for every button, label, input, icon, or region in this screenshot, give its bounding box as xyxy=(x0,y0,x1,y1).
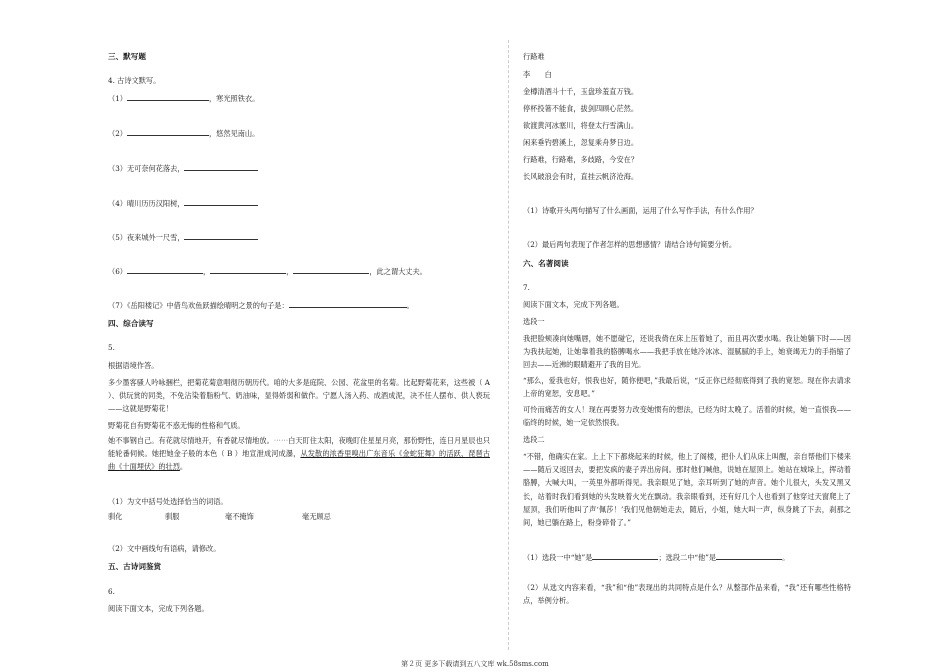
poem-line: 长风破浪会有时，直挂云帆济沧海。 xyxy=(523,172,639,181)
q4-item-2-text: ，悠然见南山。 xyxy=(208,129,260,138)
q7-subquestion-2: （2）从选文内容来看，“我”和“他”表现出的共同特点是什么？从整部作品来看，“我”还有哪些性格特点，举例分析。 xyxy=(523,583,851,606)
q5-passage-3-text: 她不事钢自己。有花就尽情地开，有香就尽情地放。⋯⋯白天盯住太阳，夜晚盯住星星月亮，那份野性，连日月星辰也只能轮番伺候。她把她金子般的本色（ B ）地宣泄成河成瀑， xyxy=(108,436,490,459)
poem-line: 闲来垂钓碧溪上，忽复乘舟梦日边。 xyxy=(523,138,639,147)
q7-sub1-text-a: （1）选段一中“她”是 xyxy=(523,553,593,562)
q7-subquestion-1 xyxy=(523,552,789,562)
q5-passage-3 xyxy=(108,434,490,474)
question-6-num: 6. xyxy=(108,587,115,596)
q4-item-3-text: （3）无可奈何花落去， xyxy=(108,164,185,173)
section-5-title: 五、古诗词鉴赏 xyxy=(108,562,162,571)
option-4: 毫无顾忌 xyxy=(302,512,331,521)
q4-item-7-text: （7）《岳阳楼记》中借鸟欢鱼跃描绘晴明之景的句子是： xyxy=(108,301,289,310)
q4-item-5 xyxy=(108,232,258,242)
q5-options xyxy=(108,512,331,521)
answer-blank[interactable] xyxy=(210,266,286,274)
excerpt-2-para-1: “不错，他确实在家。上上下下都烧起来的时候，他上了阁楼，把仆人们从床上叫醒，亲自帮他们下楼来——随后又返回去，要把发疯的妻子弄出房间。那时他们喊他，说她在屋顶上。她站在城垛上，挥动着胳膊，大喊大叫，一英里外都听得见。我亲眼见了她，亲耳听到了她的声音。她个儿很大，头发又黑又长，站着时我们看到她的头发映着火光在飘动。我亲眼看到，还有好几个人也看到了他穿过天窗爬上了屋顶，我们听他叫了声‘佩莎！’我们见他朝她走去，随后，小姐，她大叫一声，纵身跳了下去，刹那之间，她已躺在路上，粉身碎骨了。” xyxy=(523,452,851,528)
column-divider xyxy=(508,40,509,650)
section-6-title: 六、名著阅读 xyxy=(523,259,569,268)
answer-blank[interactable] xyxy=(127,93,209,101)
poem-title: 行路难 xyxy=(523,52,545,61)
poem-line: 欲渡黄河冰塞川，将登太行雪满山。 xyxy=(523,121,639,130)
poem-line: 金樽清酒斗十千，玉盘珍羞直万钱。 xyxy=(523,87,639,96)
q4-item-4 xyxy=(108,198,258,208)
answer-blank[interactable] xyxy=(127,128,209,136)
excerpt-1-para-2: “那么，爱我也好，恨我也好，随你便吧，”我最后说，“反正你已经彻底得到了我的宽恕。现在你去请求上帝的宽恕，安息吧。” xyxy=(523,376,851,399)
q4-item-4-text: （4）晴川历历汉阳树， xyxy=(108,199,185,208)
answer-blank[interactable] xyxy=(184,163,258,171)
q4-item-6-num: （6） xyxy=(108,267,127,276)
q6-subquestion-1: （1）诗歌开头两句描写了什么画面，运用了什么写作手法，有什么作用？ xyxy=(523,206,758,215)
period: 。 xyxy=(782,553,790,562)
question-5-num: 5. xyxy=(108,343,115,352)
poem-author: 李 白 xyxy=(523,70,552,79)
q5-subquestion-1: （1）为文中括号处选择恰当的词语。 xyxy=(108,497,228,506)
excerpt-1-para-3: 可怜而痛苦的女人！现在再要努力改变她惯有的想法，已经为时太晚了。活着的时候，她一直恨我——临终的时候，她一定依然恨我。 xyxy=(523,405,851,428)
q6-subquestion-2: （2）最后两句表现了作者怎样的思想感情？请结合诗句简要分析。 xyxy=(523,240,737,249)
answer-blank[interactable] xyxy=(289,300,407,308)
excerpt-1-para-1: 我把脸颊凑向她嘴唇，她不愿碰它，还说我倚在床上压着她了，而且再次要水喝。我让她躺下时——因为我扶起她，让她靠着我的胳膊喝水——我把手放在她冷冰冰、湿腻腻的手上，她衰竭无力的手指缩了回去——近沸的眼睛避开了我的目光。 xyxy=(523,334,851,370)
question-5-intro: 根据语境作答。 xyxy=(108,361,159,370)
excerpt-2-title: 选段二 xyxy=(523,435,545,444)
question-6-intro: 阅读下面文本，完成下列各题。 xyxy=(108,604,209,613)
answer-blank[interactable] xyxy=(184,198,258,206)
q5-subquestion-2: （2）文中画线句有语病，请修改。 xyxy=(108,544,221,553)
answer-blank[interactable] xyxy=(716,552,782,560)
q5-passage-1: 多少墨客骚人吟咏捆栏，把菊花菊意唱彻历朝历代。咱的大多是庭院、公园、花盆里的名菊。比起野菊花来，这些被（ A ）、供玩赏的同类，不免沾染着脂粉气、奶油味，显得娇弱和做作。宁愿人汤入药、成酒成泥，决不任人摆布、供人亵玩——这就是野菊花！ xyxy=(108,378,490,414)
q4-item-1 xyxy=(108,93,259,103)
page-footer: 第２页 更多下载请到五八文库 wk.58sms.com xyxy=(401,660,549,668)
q4-item-2 xyxy=(108,128,259,138)
q4-item-1-num: （1） xyxy=(108,94,127,103)
q4-item-7 xyxy=(108,300,414,310)
q5-passage-2: 野菊花自有野菊花不惑无悔的性格和气质。 xyxy=(108,421,245,430)
q4-item-5-text: （5）夜来城外一尺雪， xyxy=(108,233,185,242)
q4-item-6 xyxy=(108,266,427,276)
answer-blank[interactable] xyxy=(127,266,203,274)
poem-line: 行路难，行路难，多歧路，今安在？ xyxy=(523,155,639,164)
q4-item-3 xyxy=(108,163,258,173)
q4-item-2-num: （2） xyxy=(108,129,127,138)
option-2: 驯服 xyxy=(165,512,180,521)
option-1: 驯化 xyxy=(108,512,123,521)
option-3: 毫不掩饰 xyxy=(225,512,254,521)
section-3-title: 三、默写题 xyxy=(108,52,146,61)
excerpt-1-title: 选段一 xyxy=(523,317,545,326)
q4-item-1-text: ，寒光照铁衣。 xyxy=(208,94,260,103)
period: 。 xyxy=(179,462,188,472)
section-4-title: 四、综合读写 xyxy=(108,319,154,328)
period: 。 xyxy=(406,301,414,310)
question-7-intro: 阅读下面文本，完成下列各题。 xyxy=(523,300,624,309)
q4-item-6-text: ，此之谓大丈夫。 xyxy=(369,267,427,276)
comma: ， xyxy=(202,267,211,276)
answer-blank[interactable] xyxy=(293,266,369,274)
comma: ， xyxy=(286,267,294,276)
question-4-intro: 4. 古诗文默写。 xyxy=(108,76,161,85)
poem-line: 停杯投箸不能食，拔剑四顾心茫然。 xyxy=(523,104,639,113)
question-7-num: 7. xyxy=(523,283,530,292)
answer-blank[interactable] xyxy=(184,232,258,240)
underlined-sentence: 从发散的浓香里嗅出广东音乐《金蛇狂舞》的活跃、琵琶古曲《十面埋伏》的壮烈 xyxy=(108,449,490,472)
answer-blank[interactable] xyxy=(592,552,658,560)
q7-sub1-text-b: ；选段二中“他”是 xyxy=(658,553,717,562)
